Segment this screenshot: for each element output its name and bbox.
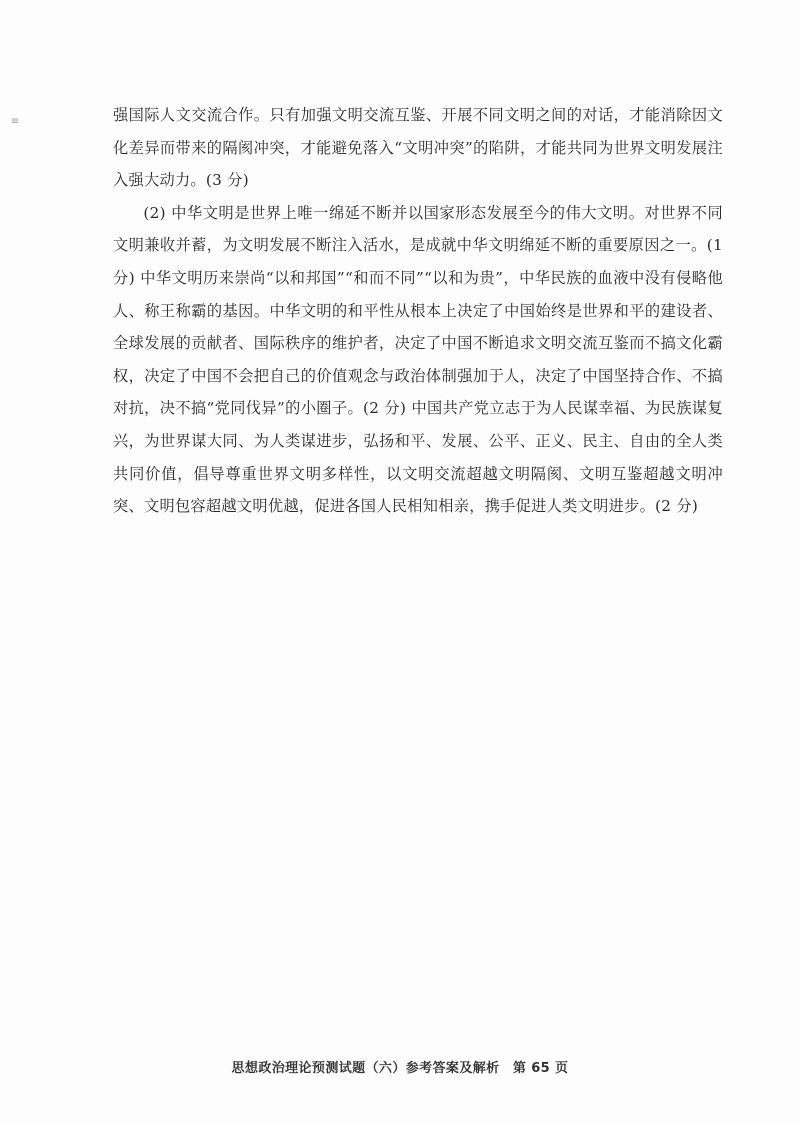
paragraph-answer-2: (2) 中华文明是世界上唯一绵延不断并以国家形态发展至今的伟大文明。对世界不同文明兼收并蓄，为文明发展不断注入活水，是成就中华文明绵延不断的重要原因之一。(1 分) 中华文明历来崇尚“以和邦国”“和而不同”“以和为贵”，中华民族的血液中没有侵略他人、称王称霸的基因。中华文明的和平性从根本上决定了中国始终是世界和平的建设者、全球发展的贡献者、国际秩序的维护者，决定了中国不断追求文明交流互鉴而不搞文化霸权，决定了中国不会把自己的价值观念与政治体制强加于人，决定了中国坚持合作、不搞对抗，决不搞“党同伐异”的小圈子。(2 分) 中国共产党立志于为人民谋幸福、为民族谋复兴，为世界谋大同、为人类谋进步，弘扬和平、发展、公平、正义、民主、自由的全人类共同价值，倡导尊重世界文明多样性，以文明交流超越文明隔阂、文明互鉴超越文明冲突、文明包容超越文明优越，促进各国人民相知相亲，携手促进人类文明进步。(2 分) [113, 203, 723, 516]
paragraph-continuation: 强国际人文交流合作。只有加强文明交流互鉴、开展不同文明之间的对话，才能消除因文化差异而带来的隔阂冲突，才能避免落入“文明冲突”的陷阱，才能共同为世界文明发展注入强大动力。(3 分) [113, 106, 723, 190]
page-footer: 思想政治理论预测试题（六）参考答案及解析 第 65 页 [231, 1061, 569, 1076]
binding-margin-mark: ≡ [10, 116, 20, 127]
answer-body [113, 99, 723, 523]
